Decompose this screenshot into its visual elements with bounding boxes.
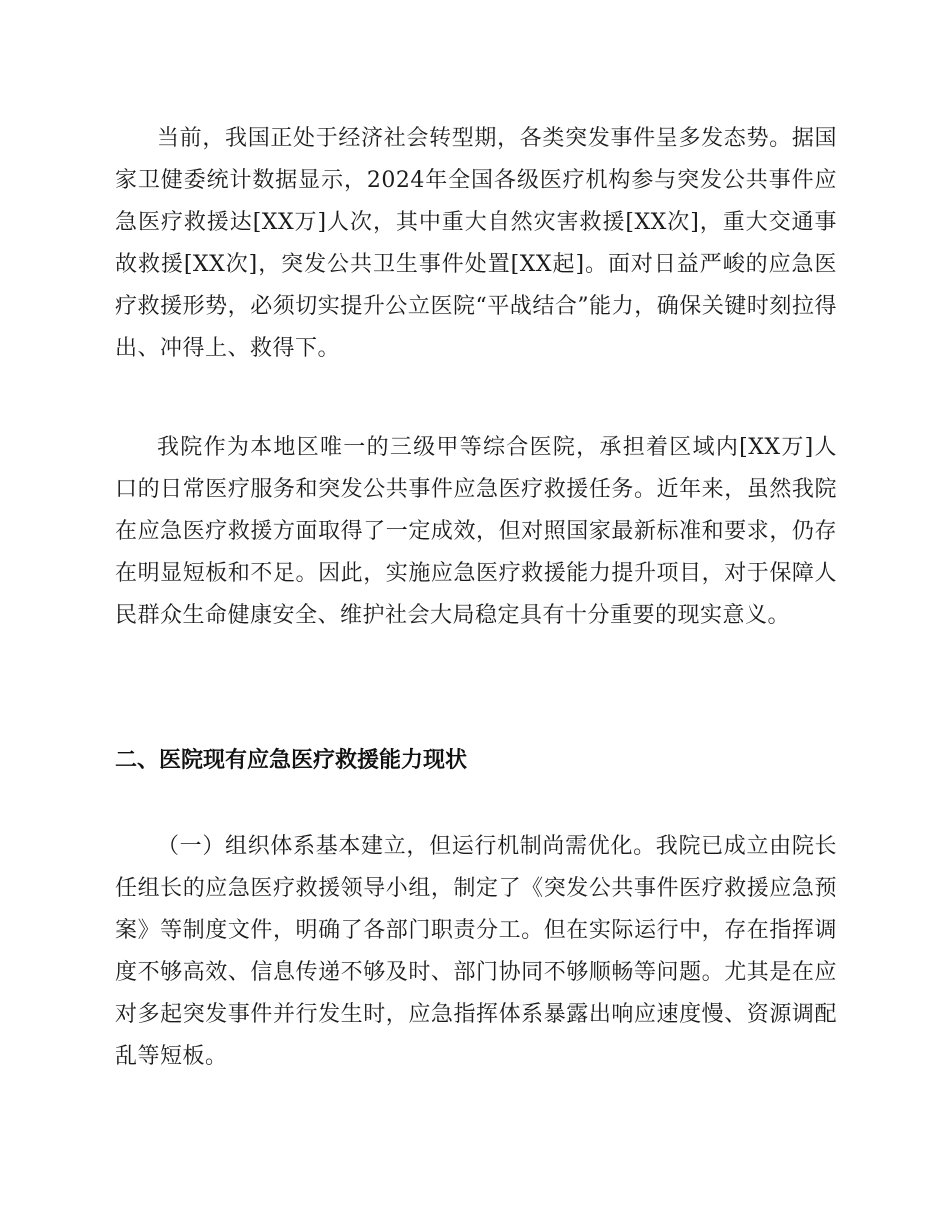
section-heading: 二、医院现有应急医疗救援能力现状 [115,748,468,773]
section-paragraph-organization: （一）组织体系基本建立，但运行机制尚需优化。我院已成立由院长任组长的应急医疗救援领导小组，制定了《突发公共事件医疗救援应急预案》等制度文件，明确了各部门职责分工。但在实际运行中，存在指挥调度不够高效、信息传递不够及时、部门协同不够顺畅等问题。尤其是在应对多起突发事件并行发生时，应急指挥体系暴露出响应速度慢、资源调配乱等短板。 [115,834,837,1069]
intro-paragraph-hospital: 我院作为本地区唯一的三级甲等综合医院，承担着区域内[XX万]人口的日常医疗服务和突发公共事件应急医疗救援任务。近年来，虽然我院在应急医疗救援方面取得了一定成效，但对照国家最新标准和要求，仍存在明显短板和不足。因此，实施应急医疗救援能力提升项目，对于保障人民群众生命健康安全、维护社会大局稳定具有十分重要的现实意义。 [115,435,837,628]
intro-paragraph-background: 当前，我国正处于经济社会转型期，各类突发事件呈多发态势。据国家卫健委统计数据显示，2024年全国各级医疗机构参与突发公共事件应急医疗救援达[XX万]人次，其中重大自然灾害救援[XX次]，重大交通事故救援[XX次]，突发公共卫生事件处置[XX起]。面对日益严峻的应急医疗救援形势，必须切实提升公立医院“平战结合”能力，确保关键时刻拉得出、冲得上、救得下。 [115,126,837,361]
